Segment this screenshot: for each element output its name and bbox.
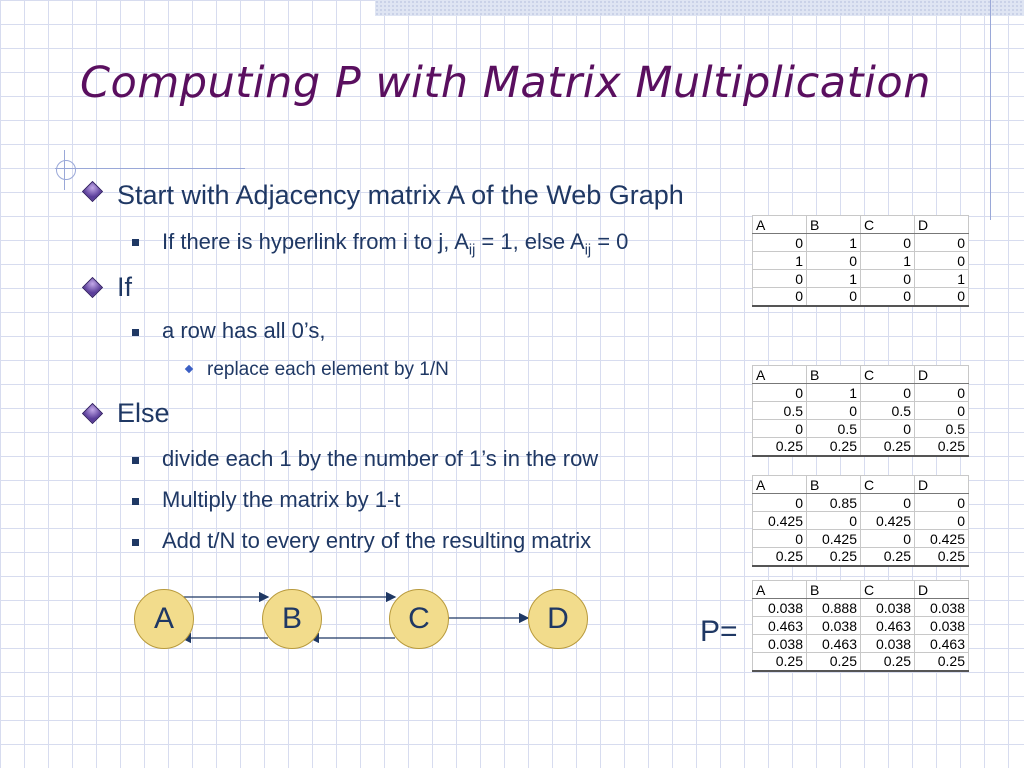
matrix-row <box>753 653 969 671</box>
matrix-column-header: A <box>753 476 807 494</box>
matrix-cell: 0.038 <box>753 599 807 617</box>
matrix-column-header: A <box>753 216 807 234</box>
matrix-cell: 0 <box>861 384 915 402</box>
matrix-cell: 0.25 <box>861 438 915 456</box>
matrix-cell: 1 <box>807 384 861 402</box>
matrix-cell: 0 <box>861 530 915 548</box>
matrix-row <box>753 617 969 635</box>
bullet-multiply-1-t: Multiply the matrix by 1-t <box>162 487 401 512</box>
matrix-cell: 0.5 <box>753 402 807 420</box>
matrix-cell: 0 <box>915 234 969 252</box>
matrix-cell: 0.463 <box>807 635 861 653</box>
bullet-square-icon <box>132 498 139 505</box>
rule-text-pre: If there is hyperlink from i to j, A <box>162 229 469 254</box>
matrix-cell: 0 <box>807 402 861 420</box>
matrix-cell: 0 <box>753 530 807 548</box>
matrix-cell: 0 <box>753 420 807 438</box>
matrix-cell: 0.25 <box>807 548 861 566</box>
rule-subscript-2: ij <box>584 242 592 259</box>
matrix-row <box>753 635 969 653</box>
matrix-column-header: A <box>753 366 807 384</box>
matrix-cell: 0.85 <box>807 494 861 512</box>
bullet-replace-by-1-over-n: replace each element by 1/N <box>207 359 449 380</box>
matrix-cell: 0 <box>915 252 969 270</box>
matrix-cell: 0.425 <box>807 530 861 548</box>
matrix-cell: 0 <box>915 384 969 402</box>
matrix-cell: 0.25 <box>753 653 807 671</box>
matrix-cell: 0 <box>753 384 807 402</box>
matrix-cell: 0.038 <box>753 635 807 653</box>
matrix-cell: 0 <box>861 288 915 306</box>
rule-text-mid: = 1, else A <box>475 229 585 254</box>
matrix-column-header: B <box>807 366 861 384</box>
matrix-column-header: A <box>753 581 807 599</box>
matrix-cell: 1 <box>807 234 861 252</box>
matrix-cell: 0 <box>753 270 807 288</box>
matrix-cell: 1 <box>753 252 807 270</box>
matrix-column-header: B <box>807 581 861 599</box>
decorative-horizontal-line <box>55 168 245 169</box>
bullet-small-diamond-icon <box>185 365 193 373</box>
matrix-header-row <box>753 216 969 234</box>
matrix-column-header: B <box>807 476 861 494</box>
matrix-row <box>753 270 969 288</box>
decorative-top-band <box>375 0 1024 16</box>
matrix-cell: 0.888 <box>807 599 861 617</box>
normalized-matrix-table <box>752 365 969 457</box>
matrix-cell: 0 <box>861 234 915 252</box>
graph-node-a: A <box>134 589 194 649</box>
matrix-cell: 0.038 <box>861 635 915 653</box>
matrix-cell: 0 <box>915 402 969 420</box>
matrix-column-header: C <box>861 216 915 234</box>
matrix-row <box>753 234 969 252</box>
matrix-cell: 0.5 <box>915 420 969 438</box>
matrix-cell: 0.25 <box>753 438 807 456</box>
matrix-column-header: C <box>861 581 915 599</box>
matrix-row <box>753 384 969 402</box>
graph-node-b: B <box>262 589 322 649</box>
matrix-cell: 0 <box>807 512 861 530</box>
decorative-vertical-line <box>990 0 991 220</box>
matrix-cell: 0.25 <box>861 653 915 671</box>
matrix-column-header: D <box>915 366 969 384</box>
bullet-square-icon <box>132 539 139 546</box>
matrix-row <box>753 512 969 530</box>
bullet-hyperlink-rule <box>162 229 628 258</box>
slide-title: Computing P with Matrix Multiplication <box>80 58 931 108</box>
matrix-cell: 0.463 <box>915 635 969 653</box>
bullet-square-icon <box>132 457 139 464</box>
matrix-cell: 0 <box>915 288 969 306</box>
matrix-cell: 0.038 <box>915 599 969 617</box>
matrix-cell: 0.25 <box>915 653 969 671</box>
matrix-row <box>753 288 969 306</box>
matrix-cell: 0.25 <box>807 653 861 671</box>
matrix-column-header: C <box>861 476 915 494</box>
bullet-divide-each-1: divide each 1 by the number of 1’s in the row <box>162 446 599 471</box>
matrix-row <box>753 402 969 420</box>
matrix-cell: 0.25 <box>861 548 915 566</box>
bullet-square-icon <box>132 329 139 336</box>
bullet-square-icon <box>132 239 139 246</box>
matrix-row <box>753 252 969 270</box>
matrix-cell: 0.425 <box>861 512 915 530</box>
matrix-column-header: D <box>915 581 969 599</box>
matrix-cell: 1 <box>915 270 969 288</box>
matrix-cell: 0.25 <box>915 548 969 566</box>
matrix-cell: 0 <box>861 494 915 512</box>
p-matrix-table <box>752 580 969 672</box>
matrix-cell: 0.425 <box>915 530 969 548</box>
matrix-row <box>753 548 969 566</box>
rule-text-post: = 0 <box>591 229 629 254</box>
matrix-cell: 0 <box>753 234 807 252</box>
bullet-else: Else <box>117 398 170 428</box>
matrix-row <box>753 494 969 512</box>
scaled-matrix-table <box>752 475 969 567</box>
matrix-cell: 0.038 <box>915 617 969 635</box>
matrix-cell: 0.038 <box>807 617 861 635</box>
matrix-cell: 0.25 <box>915 438 969 456</box>
matrix-cell: 0 <box>915 494 969 512</box>
matrix-cell: 0 <box>861 270 915 288</box>
bullet-diamond-icon <box>82 403 103 424</box>
matrix-column-header: C <box>861 366 915 384</box>
matrix-cell: 0 <box>861 420 915 438</box>
graph-node-d: D <box>528 589 588 649</box>
matrix-cell: 0 <box>753 288 807 306</box>
bullet-start-adjacency: Start with Adjacency matrix A of the Web Graph <box>117 180 684 210</box>
matrix-column-header: D <box>915 216 969 234</box>
matrix-row <box>753 438 969 456</box>
bullet-diamond-icon <box>82 277 103 298</box>
matrix-cell: 0.5 <box>861 402 915 420</box>
matrix-cell: 0.5 <box>807 420 861 438</box>
matrix-row <box>753 420 969 438</box>
bullet-row-all-zeros: a row has all 0’s, <box>162 318 326 343</box>
rule-subscript-1: ij <box>468 242 476 259</box>
matrix-cell: 0 <box>807 288 861 306</box>
matrix-header-row <box>753 476 969 494</box>
bullet-diamond-icon <box>82 181 103 202</box>
matrix-cell: 0.25 <box>807 438 861 456</box>
matrix-column-header: B <box>807 216 861 234</box>
matrix-row <box>753 530 969 548</box>
matrix-cell: 0.25 <box>753 548 807 566</box>
matrix-cell: 0.038 <box>861 599 915 617</box>
adjacency-matrix-table <box>752 215 969 307</box>
matrix-cell: 1 <box>807 270 861 288</box>
bullet-add-t-over-n: Add t/N to every entry of the resulting matrix <box>162 528 592 553</box>
decorative-circle <box>56 160 76 180</box>
graph-node-c: C <box>389 589 449 649</box>
bullet-if: If <box>117 272 133 302</box>
matrix-header-row <box>753 366 969 384</box>
matrix-cell: 0.425 <box>753 512 807 530</box>
matrix-column-header: D <box>915 476 969 494</box>
matrix-cell: 0 <box>915 512 969 530</box>
matrix-cell: 0 <box>807 252 861 270</box>
p-matrix-label: P= <box>700 615 738 648</box>
matrix-row <box>753 599 969 617</box>
matrix-cell: 1 <box>861 252 915 270</box>
matrix-cell: 0 <box>753 494 807 512</box>
matrix-cell: 0.463 <box>861 617 915 635</box>
matrix-cell: 0.463 <box>753 617 807 635</box>
matrix-header-row <box>753 581 969 599</box>
